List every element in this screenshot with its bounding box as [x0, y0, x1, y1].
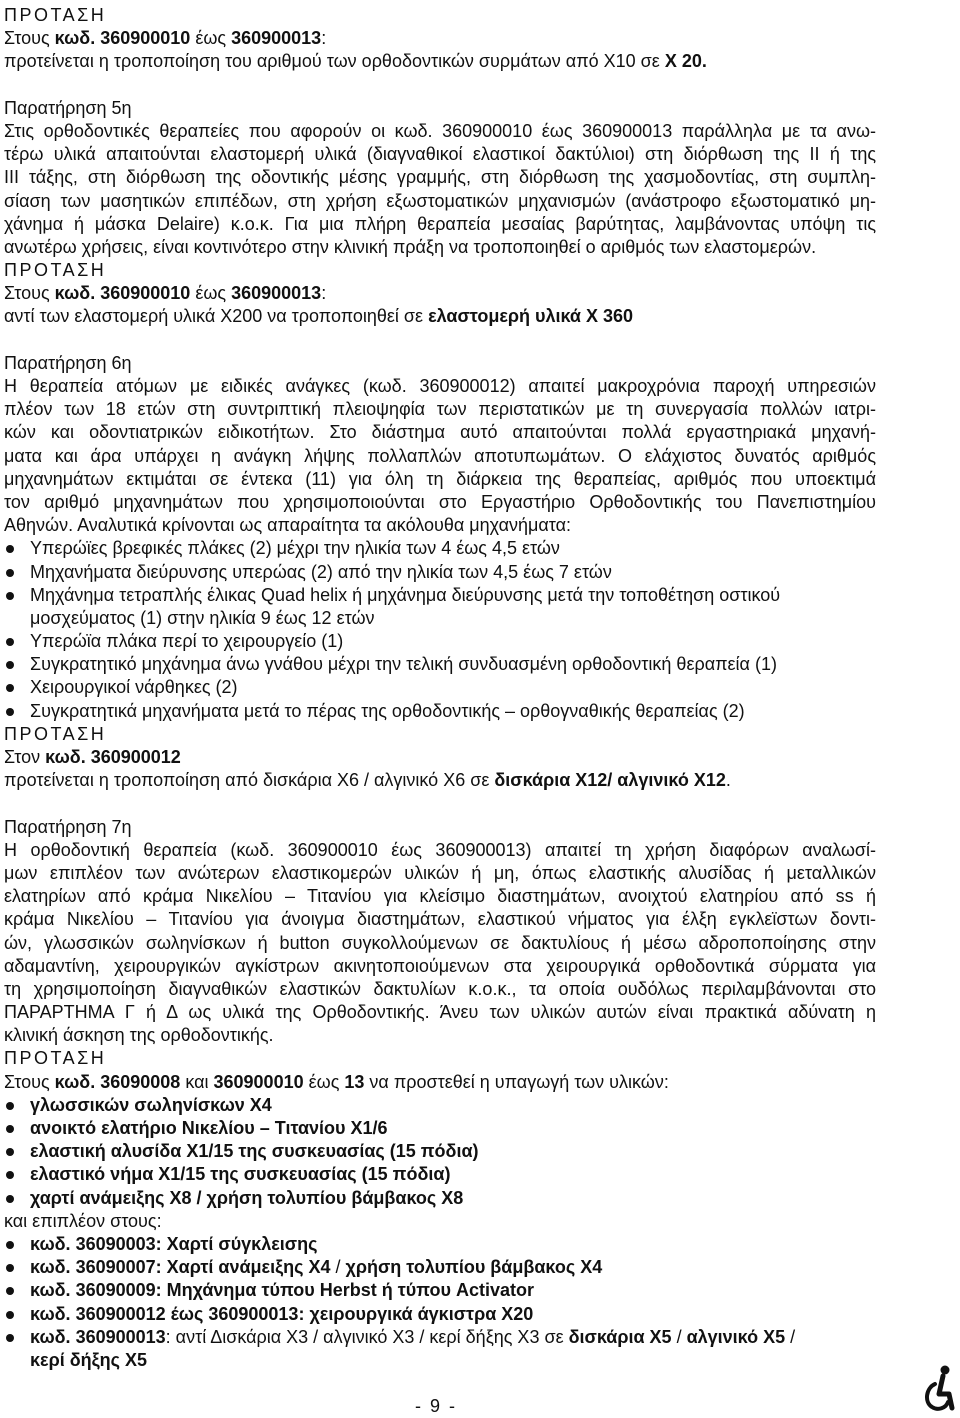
text-span: τη χρησιμοποίηση διαγναθικών ελαστικών δακτυλίων κ.ο.κ., τα οποία ουδόλως περιλαμβάνονται στο — [4, 978, 876, 999]
text-span: αντί των ελαστομερή υλικά Χ200 να τροποποιηθεί σε — [4, 306, 429, 327]
text-span: Παρατήρηση 6η — [4, 352, 132, 373]
bold-text: κωδ. 360900010 — [54, 283, 191, 304]
bullet-item — [4, 1303, 876, 1326]
bullet-item — [4, 1256, 876, 1279]
bold-text: ελαστομερή υλικά Χ 360 — [428, 306, 634, 327]
text-line — [4, 352, 876, 375]
text-span: τον αριθμό μηχανημάτων που χρησιμοποιούνται στο Εργαστήριο Ορθοδοντικής του Πανεπιστημίου — [4, 491, 876, 512]
bullet-item — [4, 1279, 876, 1302]
bold-text: χαρτί ανάμειξης Χ8 / χρήση τολυπίου βάμβακος Χ8 — [30, 1187, 464, 1208]
text-span: Υπερώϊες βρεφικές πλάκες (2) μέχρι την ηλικία των 4 έως 4,5 ετών — [30, 538, 560, 559]
text-span: και επιπλέον στους: — [4, 1210, 162, 1231]
text-line — [4, 97, 876, 120]
text-span: μηχανημάτων εκτιμάται σε έντεκα (11) για όλη τη διάρκεια της θεραπείας, αριθμός που υποεκτιμά — [4, 468, 876, 489]
text-span: Μηχανήματα διεύρυνσης υπερώας (2) από την ηλικία των 4,5 έως 7 ετών — [30, 561, 612, 582]
text-span: προτείνεται η τροποποίηση του αριθμού των ορθοδοντικών συρμάτων από Χ10 σε — [4, 51, 665, 72]
blank-line — [4, 792, 876, 815]
text-span: ΠΑΡΑΡΤΗΜΑ Γ ή Δ ως υλικά της Ορθοδοντικής. Άνευ των υλικών αυτών είναι πρακτικά αδύνατη η — [4, 1002, 876, 1023]
text-line — [4, 839, 876, 862]
text-line — [4, 769, 876, 792]
bullet-item — [4, 1094, 876, 1117]
text-span: Συγκρατητικό μηχάνημα άνω γνάθου μέχρι την τελική συνδυασμένη ορθοδοντική θεραπεία (1) — [30, 654, 777, 675]
bold-text: Χ 20. — [664, 51, 707, 72]
wheelchair-accessibility-icon — [918, 1364, 956, 1414]
text-line — [4, 398, 876, 421]
bullet-item — [4, 653, 876, 676]
page-number: - 9 - — [414, 1396, 457, 1416]
text-span: ών, γλωσσικών σωληνίσκων ή button συγκολλούμενων σε δακτυλίους ή μέσω αδροποποίησης στην — [4, 932, 876, 953]
document-page — [4, 4, 876, 1372]
text-span: κών και οδοντιατρικών ειδικοτήτων. Στο διάστημα αυτό απαιτούνται πολλά εργαστηριακά μηχανή- — [4, 422, 876, 443]
text-span: να προστεθεί η υπαγωγή των υλικών: — [364, 1071, 669, 1092]
section-heading: ΠΡΟΤΑΣΗ — [4, 5, 107, 25]
text-span: : — [321, 28, 327, 49]
bullet-item — [4, 584, 876, 607]
text-span: / — [671, 1326, 687, 1347]
text-span: τέρω υλικά απαιτούνται ελαστομερή υλικά (διαγναθικοί ελαστικοί δακτύλιοι) στη διόρθωση της ΙΙ ή της — [4, 144, 876, 165]
bullet-continuation — [4, 607, 876, 630]
bullet-item — [4, 1326, 876, 1349]
text-span: πλέον των 18 ετών στη συντριπτική πλειοψηφία των περιστατικών με τη συνεργασία πολλών ιατρι- — [4, 399, 876, 420]
bold-text: 360900013 — [231, 28, 322, 49]
bullet-item — [4, 1117, 876, 1140]
bold-text: γλωσσικών σωληνίσκων Χ4 — [30, 1094, 272, 1115]
text-span: και — [180, 1071, 214, 1092]
text-span: Υπερώϊα πλάκα περί το χειρουργείο (1) — [30, 631, 344, 652]
text-line — [4, 491, 876, 514]
text-span: Παρατήρηση 5η — [4, 97, 132, 118]
text-line — [4, 421, 876, 444]
bold-text: 360900010 — [213, 1071, 304, 1092]
text-line — [4, 862, 876, 885]
text-span: ματα και άρα υπάρχει η ανάγκη λήψης πολλαπλών αποτυπωμάτων. Ο ελάχιστος δυνατός αριθμός — [4, 445, 876, 466]
text-span: αδαμαντίνη, χειρουργικών αγκίστρων ακινητοποιούμενων στα χειρουργικά ορθοδοντικά σύρματα για — [4, 955, 876, 976]
text-span: Στις ορθοδοντικές θεραπείες που αφορούν οι κωδ. 360900010 έως 360900013 παράλληλα με τα ανω- — [4, 120, 876, 141]
bold-text: ελαστικό νήμα Χ1/15 της συσκευασίας (15 πόδια) — [30, 1164, 451, 1185]
text-line — [4, 375, 876, 398]
text-line — [4, 27, 876, 50]
text-line — [4, 282, 876, 305]
text-span: Στους — [4, 28, 55, 49]
bold-text: 13 — [344, 1071, 365, 1092]
bullet-continuation — [4, 1349, 876, 1372]
bullet-item — [4, 1233, 876, 1256]
text-line — [4, 166, 876, 189]
text-span: έως — [190, 283, 232, 304]
text-span: σίαση των μασητικών επιπέδων, στη χρήση εξωστοματικών μηχανισμών (ανάστροφο εξωστοματικό μη- — [4, 190, 876, 211]
text-span: μων επιπλέον των ανώτερων ελαστικομερών υλικών ή μη, όπως ελαστικής αλυσίδας ή μεταλλικών — [4, 862, 876, 883]
bold-text: κωδ. 36090007: Χαρτί ανάμειξης Χ4 — [30, 1257, 331, 1278]
text-line — [4, 305, 876, 328]
bold-text: δισκάρια Χ12/ αλγινικό Χ12 — [494, 770, 726, 791]
text-line — [4, 932, 876, 955]
bold-text: ανοικτό ελατήριο Νικελίου – Τιτανίου Χ1/6 — [30, 1118, 388, 1138]
bold-text: ελαστική αλυσίδα Χ1/15 της συσκευασίας (15 πόδια) — [30, 1141, 479, 1162]
bold-text: κωδ. 360900010 — [54, 28, 191, 49]
text-span: / — [785, 1326, 796, 1347]
bullet-item — [4, 1140, 876, 1163]
bold-text: κωδ. 36090003: Χαρτί σύγκλεισης — [30, 1233, 318, 1254]
text-line — [4, 514, 876, 537]
text-span: Στον — [4, 747, 46, 767]
text-span: έως — [303, 1071, 345, 1092]
text-span: κράμα Νικελίου – Τιτανίου για άνοιγμα διαστημάτων, ελαστικού νήματος για έλξη εγκλεϊστων δοντι- — [4, 909, 876, 930]
bullet-item — [4, 630, 876, 653]
text-line — [4, 190, 876, 213]
text-line — [4, 1001, 876, 1024]
text-line — [4, 885, 876, 908]
text-span: προτείνεται η τροποποίηση από δισκάρια Χ6 / αλγινικό Χ6 σε — [4, 770, 495, 791]
bold-text: κερί δήξης Χ5 — [30, 1349, 148, 1370]
text-span: έως — [190, 28, 232, 49]
text-span: Η θεραπεία ατόμων με ειδικές ανάγκες (κωδ. 360900012) απαιτεί μακροχρόνια παροχή υπηρεσιών — [4, 376, 876, 396]
bold-text: χρήση τολυπίου βάμβακος Χ4 — [345, 1257, 603, 1278]
text-line — [4, 1024, 876, 1047]
bold-text: αλγινικό Χ5 — [686, 1326, 786, 1347]
text-span: Στους — [4, 1071, 55, 1092]
text-span: Μηχάνημα τετραπλής έλικας Quad helix ή μηχάνημα διεύρυνσης μετά την τοποθέτηση οστικού — [30, 584, 781, 605]
text-span: ανωτέρω χρήσεις, είναι κοντινότερο στην κλινική πράξη να τροποποιηθεί ο αριθμός των ελαστομερών. — [4, 236, 817, 257]
text-span: : αντί Δισκάρια Χ3 / αλγινικό Χ3 / κερί δήξης Χ3 σε — [165, 1326, 569, 1347]
text-span: Συγκρατητικά μηχανήματα μετά το πέρας της ορθοδοντικής – ορθογναθικής θεραπείας (2) — [30, 700, 745, 721]
text-line — [4, 120, 876, 143]
text-line — [4, 445, 876, 468]
text-line — [4, 468, 876, 491]
text-span: . — [725, 770, 731, 791]
text-line — [4, 143, 876, 166]
blank-line — [4, 74, 876, 97]
text-span: Αθηνών. Αναλυτικά κρίνονται ως απαραίτητα τα ακόλουθα μηχανήματα: — [4, 515, 572, 536]
text-span: ΙΙΙ τάξης, στη διόρθωση της οδοντικής μέσης γραμμής, στη διόρθωση της χασμοδοντίας, στη συμπλη- — [4, 167, 876, 188]
bold-text: κωδ. 36090009: Μηχάνημα τύπου Herbst ή τύπου Activator — [30, 1280, 535, 1301]
bullet-item — [4, 561, 876, 584]
text-span: Παρατήρηση 7η — [4, 816, 132, 837]
bold-text: κωδ. 360900012 — [45, 747, 181, 767]
text-span: / — [330, 1257, 346, 1278]
bullet-item — [4, 1163, 876, 1186]
text-span: ελατηρίων από κράμα Νικελίου – Τιτανίου για κλείσιμο διαστημάτων, ανοιχτού ελατηρίου από ss ή — [4, 886, 876, 907]
bullet-item — [4, 700, 876, 723]
section-heading: ΠΡΟΤΑΣΗ — [4, 723, 107, 744]
text-line — [4, 1071, 876, 1094]
text-span: κλινική άσκηση της ορθοδοντικής. — [4, 1025, 274, 1046]
bold-text: δισκάρια Χ5 — [568, 1326, 672, 1347]
bullet-item — [4, 676, 876, 699]
bold-text: κωδ. 360900012 έως 360900013: χειρουργικά άγκιστρα Χ20 — [30, 1303, 534, 1324]
bold-text: 360900013 — [231, 283, 322, 304]
text-span: Χειρουργικοί νάρθηκες (2) — [30, 677, 238, 698]
blank-line — [4, 329, 876, 352]
text-line — [4, 955, 876, 978]
text-span: μοσχεύματος (1) στην ηλικία 9 έως 12 ετών — [30, 607, 375, 628]
text-span: Η ορθοδοντική θεραπεία (κωδ. 360900010 έως 360900013) απαιτεί τη χρήση διαφόρων αναλωσί- — [4, 839, 876, 860]
text-line — [4, 908, 876, 931]
text-line — [4, 236, 876, 259]
bold-text: κωδ. 36090008 — [54, 1071, 181, 1092]
text-line — [4, 213, 876, 236]
text-span: Στους — [4, 283, 55, 304]
bullet-item — [4, 537, 876, 560]
text-line — [4, 746, 876, 769]
text-span: : — [321, 283, 327, 304]
text-line — [4, 1210, 876, 1233]
text-span: χάνημα ή μάσκα Delaire) κ.ο.κ. Για μια πλήρη θεραπεία μεσαίας βαρύτητας, λαμβάνοντας υπόψη τις — [4, 213, 876, 234]
section-heading: ΠΡΟΤΑΣΗ — [4, 1048, 107, 1069]
bullet-item — [4, 1187, 876, 1210]
section-heading: ΠΡΟΤΑΣΗ — [4, 260, 107, 281]
bold-text: κωδ. 360900013 — [30, 1326, 166, 1347]
text-line — [4, 50, 876, 73]
text-line — [4, 978, 876, 1001]
text-line — [4, 816, 876, 839]
